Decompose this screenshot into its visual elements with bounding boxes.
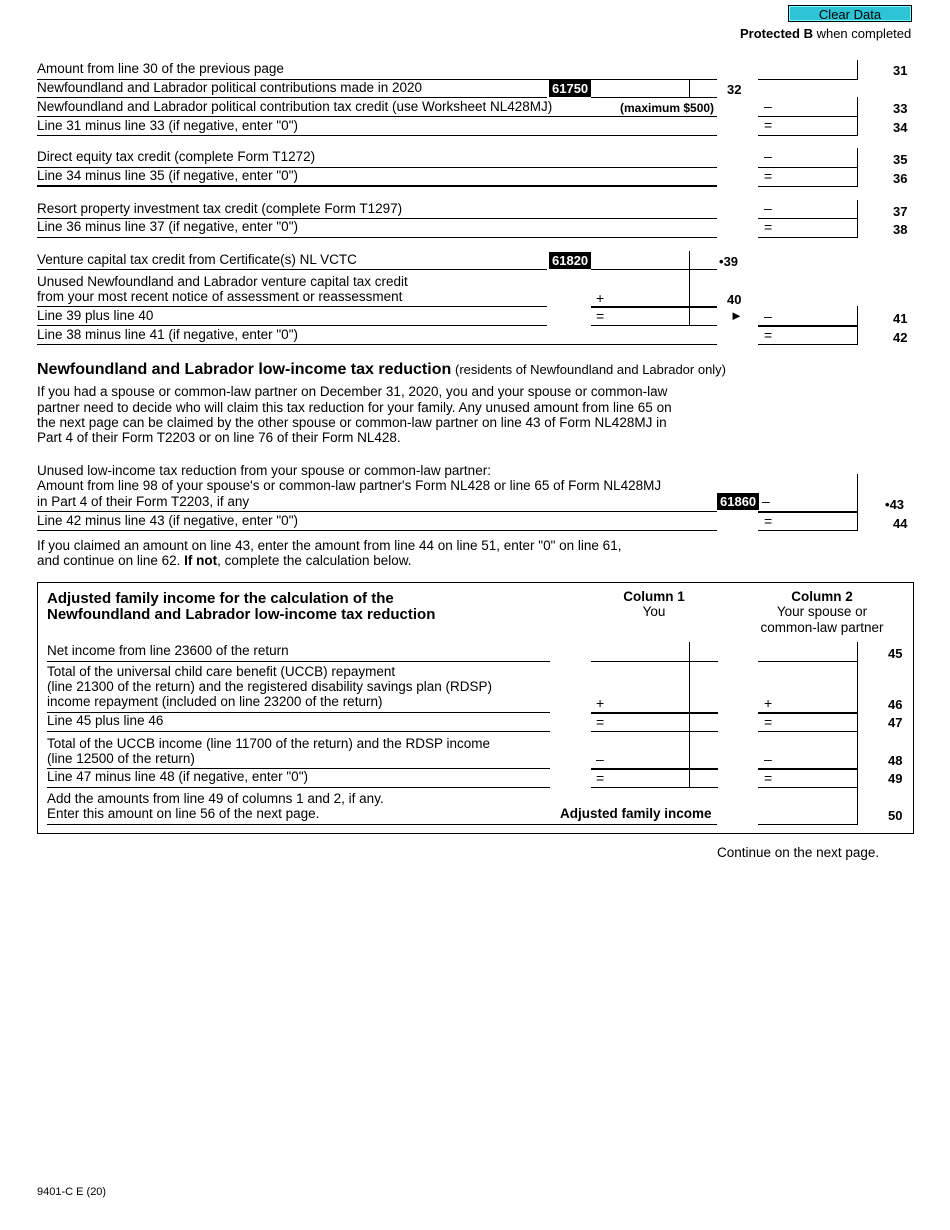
line-42-number: 42 bbox=[893, 330, 908, 345]
plus-sign: + bbox=[596, 695, 605, 711]
line-43-label-3: in Part 4 of their Form T2203, if any bbox=[37, 494, 250, 509]
equals-sign: = bbox=[596, 714, 605, 730]
form-id: 9401-C E (20) bbox=[37, 1186, 107, 1198]
lowincome-para-2: partner need to decide who will claim this tax reduction for your family. Any unused amount from line 65 on bbox=[37, 400, 672, 415]
line-41-input[interactable] bbox=[776, 309, 854, 325]
line-46-number: 46 bbox=[888, 697, 903, 712]
line-48-col2-input[interactable] bbox=[776, 751, 854, 767]
line-32-input[interactable] bbox=[593, 81, 685, 97]
instruction-c: , complete the calculation below. bbox=[217, 553, 412, 568]
plus-sign: + bbox=[764, 695, 773, 711]
cents-divider bbox=[857, 200, 858, 220]
line-46-label-1: Total of the universal child care benefit (UCCB) repayment bbox=[47, 664, 396, 679]
column-2-sub-1: Your spouse or bbox=[776, 604, 868, 619]
line-43-label-2: Amount from line 98 of your spouse's or common-law partner's Form NL428 or line 65 of Form NL428MJ bbox=[37, 478, 662, 493]
line-31-number: 31 bbox=[893, 63, 908, 78]
instruction-if-not: If not bbox=[184, 553, 218, 568]
bullet-icon: • bbox=[719, 254, 724, 269]
lowincome-subtitle: (residents of Newfoundland and Labrador only) bbox=[455, 362, 727, 377]
cents-divider bbox=[857, 474, 858, 512]
line-49-col1-underline bbox=[591, 787, 718, 788]
lowincome-title: Newfoundland and Labrador low-income tax reduction bbox=[37, 361, 452, 378]
divider bbox=[37, 325, 547, 326]
equals-sign: = bbox=[764, 117, 773, 133]
instruction-line-2 bbox=[37, 553, 412, 568]
divider bbox=[47, 787, 550, 788]
line-40-label-1: Unused Newfoundland and Labrador venture capital tax credit bbox=[37, 274, 408, 289]
line-41-sum-underline bbox=[591, 325, 717, 326]
clear-data-button[interactable]: Clear Data bbox=[788, 5, 912, 22]
line-32-number: 32 bbox=[727, 82, 742, 97]
line-41-sum-input[interactable] bbox=[608, 309, 686, 325]
line-49-col1-input[interactable] bbox=[608, 770, 686, 786]
line-45-col1-input[interactable] bbox=[593, 643, 685, 659]
line-36-label: Line 34 minus line 35 (if negative, enter "0") bbox=[37, 168, 298, 183]
minus-sign: – bbox=[764, 98, 772, 114]
line-31-label: Amount from line 30 of the previous page bbox=[37, 61, 284, 76]
line-33-underline bbox=[758, 116, 858, 117]
column-1-sub: You bbox=[642, 604, 666, 619]
line-44-number: 44 bbox=[893, 516, 908, 531]
line-36-underline bbox=[758, 186, 858, 187]
cents-divider bbox=[857, 511, 858, 531]
line-39-input[interactable] bbox=[593, 253, 685, 269]
divider bbox=[37, 237, 717, 238]
line-43-label-1: Unused low-income tax reduction from your spouse or common-law partner: bbox=[37, 463, 491, 478]
line-35-underline bbox=[758, 167, 858, 168]
line-33-input[interactable] bbox=[776, 99, 854, 115]
instruction-line-1: If you claimed an amount on line 43, enter the amount from line 44 on line 51, enter "0" on line 61, bbox=[37, 538, 622, 553]
line-47-number: 47 bbox=[888, 715, 903, 730]
divider bbox=[37, 185, 717, 187]
line-45-col2-underline bbox=[758, 661, 858, 662]
adjusted-title-2: Newfoundland and Labrador low-income tax reduction bbox=[47, 606, 436, 623]
divider bbox=[47, 731, 550, 732]
line-48-label-1: Total of the UCCB income (line 11700 of the return) and the RDSP income bbox=[47, 736, 490, 751]
divider bbox=[47, 661, 550, 662]
protected-b-label bbox=[740, 26, 911, 41]
line-33-label: Newfoundland and Labrador political contribution tax credit (use Worksheet NL428MJ) bbox=[37, 99, 553, 114]
line-49-number: 49 bbox=[888, 771, 903, 786]
equals-sign: = bbox=[764, 168, 773, 184]
line-40-input[interactable] bbox=[608, 290, 686, 306]
line-43-input[interactable] bbox=[776, 494, 854, 510]
protected-suffix: when completed bbox=[812, 26, 912, 41]
line-43-underline bbox=[758, 511, 858, 513]
line-40-number: 40 bbox=[727, 292, 742, 307]
line-47-col2-underline bbox=[758, 731, 858, 732]
line-46-col2-input[interactable] bbox=[776, 695, 854, 711]
cents-divider bbox=[857, 148, 858, 168]
line-50-input[interactable] bbox=[760, 807, 854, 823]
line-36-input[interactable] bbox=[776, 169, 854, 185]
line-39-label: Venture capital tax credit from Certificate(s) NL VCTC bbox=[37, 252, 357, 267]
divider bbox=[37, 116, 717, 117]
equals-sign: = bbox=[764, 770, 773, 786]
minus-sign: – bbox=[762, 493, 770, 509]
line-47-col1-input[interactable] bbox=[608, 714, 686, 730]
equals-sign: = bbox=[596, 770, 605, 786]
line-32-code: 61750 bbox=[549, 80, 591, 97]
line-33-max-note: (maximum $500) bbox=[620, 101, 715, 115]
line-37-underline bbox=[758, 218, 858, 219]
adjusted-family-income-label: Adjusted family income bbox=[560, 806, 712, 821]
divider bbox=[37, 135, 717, 136]
line-49-col2-input[interactable] bbox=[776, 770, 854, 786]
line-34-number: 34 bbox=[893, 120, 908, 135]
lowincome-para-1: If you had a spouse or common-law partner on December 31, 2020, you and your spouse or common-law bbox=[37, 384, 668, 399]
plus-sign: + bbox=[596, 290, 605, 306]
cents-divider bbox=[857, 60, 858, 80]
line-37-input[interactable] bbox=[776, 201, 854, 217]
lowincome-para-3: the next page can be claimed by the other spouse or common-law partner on line 43 of Form NL428MJ in bbox=[37, 415, 667, 430]
divider bbox=[47, 824, 717, 825]
line-35-number: 35 bbox=[893, 152, 908, 167]
minus-sign: – bbox=[596, 751, 604, 767]
line-47-col1-underline bbox=[591, 731, 718, 732]
line-50-label-2: Enter this amount on line 56 of the next page. bbox=[47, 806, 320, 821]
minus-sign: – bbox=[764, 148, 772, 164]
bullet-icon: • bbox=[885, 497, 890, 512]
line-39-code: 61820 bbox=[549, 252, 591, 269]
minus-sign: – bbox=[764, 200, 772, 216]
column-2-heading: Column 2 bbox=[791, 589, 853, 604]
line-42-underline bbox=[758, 344, 858, 345]
line-43-code: 61860 bbox=[717, 493, 759, 510]
continue-note: Continue on the next page. bbox=[717, 845, 880, 860]
line-36-number: 36 bbox=[893, 171, 908, 186]
line-35-input[interactable] bbox=[776, 149, 854, 165]
line-34-input[interactable] bbox=[776, 118, 854, 134]
line-47-label: Line 45 plus line 46 bbox=[47, 713, 164, 728]
cents-divider bbox=[857, 325, 858, 345]
equals-sign: = bbox=[764, 327, 773, 343]
cents-divider bbox=[857, 167, 858, 187]
divider bbox=[37, 511, 717, 512]
line-47-col2-input[interactable] bbox=[776, 714, 854, 730]
line-42-input[interactable] bbox=[776, 328, 854, 344]
line-48-col1-input[interactable] bbox=[608, 751, 686, 767]
line-39-number bbox=[719, 254, 738, 269]
line-49-col2-underline bbox=[758, 787, 858, 788]
line-33-number: 33 bbox=[893, 101, 908, 116]
line-46-label-3: income repayment (included on line 23200 of the return) bbox=[47, 694, 383, 709]
line-32-underline bbox=[591, 97, 717, 98]
line-32-label: Newfoundland and Labrador political contributions made in 2020 bbox=[37, 80, 423, 95]
equals-sign: = bbox=[764, 513, 773, 529]
equals-sign: = bbox=[764, 714, 773, 730]
line-48-number: 48 bbox=[888, 753, 903, 768]
column-2-sub-2: common-law partner bbox=[760, 620, 884, 635]
line-31-underline bbox=[758, 79, 858, 80]
divider bbox=[37, 306, 547, 307]
line-41-number: 41 bbox=[893, 311, 908, 326]
line-34-label: Line 31 minus line 33 (if negative, enter "0") bbox=[37, 118, 298, 133]
line-50-label-1: Add the amounts from line 49 of columns 1 and 2, if any. bbox=[47, 791, 384, 806]
equals-sign: = bbox=[596, 308, 605, 324]
divider bbox=[37, 344, 717, 345]
col1-cents-divider bbox=[689, 642, 690, 787]
line-38-number: 38 bbox=[893, 222, 908, 237]
line-49-label: Line 47 minus line 48 (if negative, enter "0") bbox=[47, 769, 308, 784]
divider bbox=[37, 97, 547, 98]
arrow-right-icon: ► bbox=[730, 308, 743, 323]
line-43-num-text: 43 bbox=[889, 497, 905, 512]
minus-sign: – bbox=[764, 308, 772, 324]
protected-b-text: Protected B bbox=[740, 26, 813, 41]
line-38-label: Line 36 minus line 37 (if negative, enter "0") bbox=[37, 219, 298, 234]
divider bbox=[37, 269, 547, 270]
line-39-underline bbox=[591, 269, 717, 270]
line-42-label: Line 38 minus line 41 (if negative, enter "0") bbox=[37, 327, 298, 342]
col2-cents-divider bbox=[857, 642, 858, 825]
line-31-input[interactable] bbox=[760, 62, 854, 78]
line-46-col1-input[interactable] bbox=[608, 695, 686, 711]
line-34-underline bbox=[758, 135, 858, 136]
cents-divider bbox=[689, 79, 690, 98]
line-40-label-2: from your most recent notice of assessment or reassessment bbox=[37, 289, 403, 304]
line-50-underline bbox=[758, 824, 858, 825]
line-44-label: Line 42 minus line 43 (if negative, enter "0") bbox=[37, 513, 298, 528]
divider bbox=[37, 530, 717, 531]
line-39-num-text: 39 bbox=[723, 254, 739, 269]
line-37-number: 37 bbox=[893, 204, 908, 219]
line-38-underline bbox=[758, 237, 858, 238]
column-1-heading: Column 1 bbox=[623, 589, 685, 604]
instruction-a: and continue on line 62. bbox=[37, 553, 185, 568]
line-44-input[interactable] bbox=[776, 514, 854, 530]
line-41-label: Line 39 plus line 40 bbox=[37, 308, 154, 323]
line-38-input[interactable] bbox=[776, 220, 854, 236]
line-37-label: Resort property investment tax credit (complete Form T1297) bbox=[37, 201, 403, 216]
adjusted-title-1: Adjusted family income for the calculation of the bbox=[47, 590, 394, 607]
equals-sign: = bbox=[764, 219, 773, 235]
line-43-number bbox=[885, 497, 904, 512]
line-45-col2-input[interactable] bbox=[760, 643, 854, 659]
line-45-col1-underline bbox=[591, 661, 718, 662]
line-44-underline bbox=[758, 530, 858, 531]
line-48-label-2: (line 12500 of the return) bbox=[47, 751, 195, 766]
cents-divider bbox=[857, 97, 858, 117]
line-45-number: 45 bbox=[888, 646, 903, 661]
cents-divider bbox=[857, 218, 858, 238]
minus-sign: – bbox=[764, 751, 772, 767]
line-41-underline bbox=[758, 325, 858, 327]
cents-divider bbox=[857, 116, 858, 136]
line-35-label: Direct equity tax credit (complete Form T1272) bbox=[37, 149, 316, 164]
line-50-number: 50 bbox=[888, 808, 903, 823]
line-45-label: Net income from line 23600 of the return bbox=[47, 643, 289, 658]
line-46-label-2: (line 21300 of the return) and the registered disability savings plan (RDSP) bbox=[47, 679, 492, 694]
lowincome-para-4: Part 4 of their Form T2203 or on line 76 of their Form NL428. bbox=[37, 430, 401, 445]
cents-divider bbox=[689, 251, 690, 325]
cents-divider bbox=[857, 306, 858, 326]
lowincome-heading bbox=[37, 361, 726, 379]
line-40-underline bbox=[591, 306, 717, 308]
